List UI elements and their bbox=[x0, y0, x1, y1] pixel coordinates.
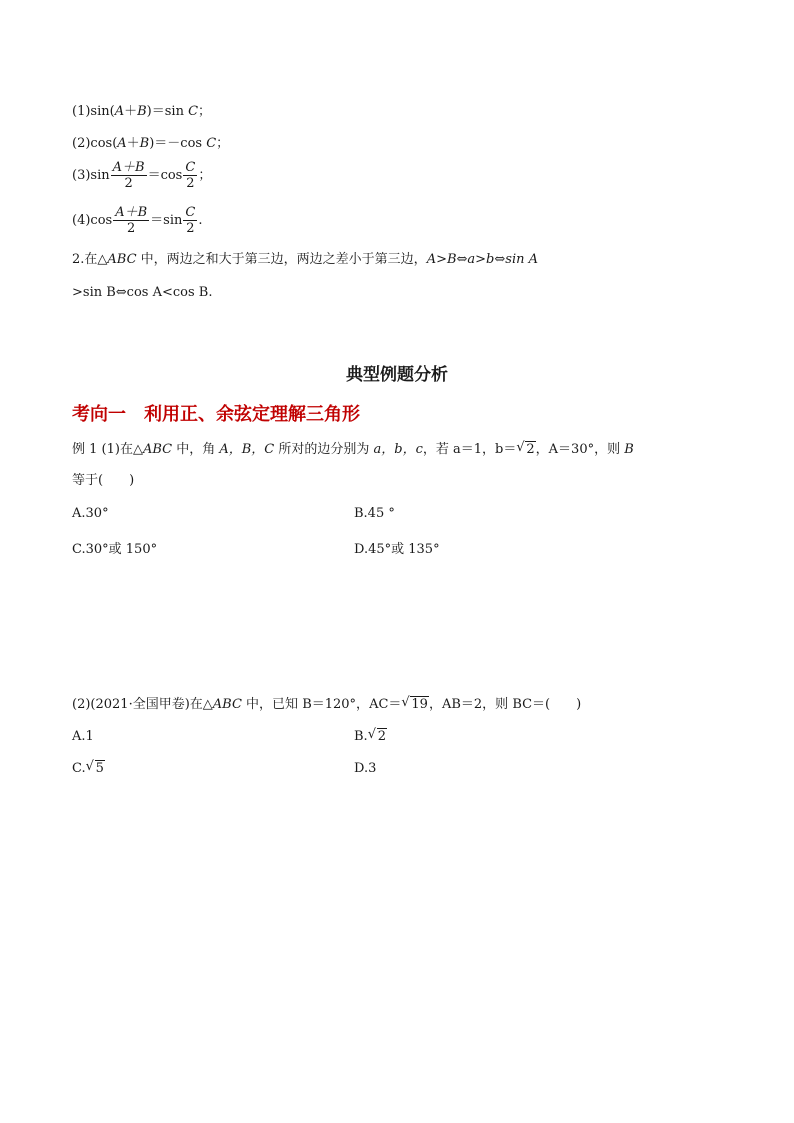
text: >sin B⇔cos A<cos B. bbox=[72, 285, 213, 300]
text: ＋ bbox=[124, 104, 138, 119]
example-1-question-line-1 bbox=[72, 441, 634, 459]
text: ＝cos bbox=[147, 168, 183, 183]
text: ＝sin bbox=[150, 213, 183, 228]
section-title: 典型例题分析 bbox=[346, 365, 448, 385]
option-label: C. bbox=[72, 761, 86, 776]
text: 所对的边分别为 bbox=[274, 442, 374, 457]
var: A bbox=[117, 136, 127, 151]
radicand: 2 bbox=[377, 729, 386, 744]
var: B bbox=[624, 442, 634, 457]
sqrt-19: √ 19 bbox=[401, 695, 428, 712]
example-2-option-d[interactable]: D.3 bbox=[354, 761, 377, 776]
text: (1)sin( bbox=[72, 104, 115, 119]
fraction bbox=[183, 160, 197, 191]
text: (2)cos( bbox=[72, 136, 118, 151]
var: B bbox=[139, 136, 150, 151]
text: (4)cos bbox=[72, 213, 113, 228]
example-1-question-line-2 bbox=[72, 472, 134, 490]
option-label: B. bbox=[354, 729, 368, 744]
fraction bbox=[111, 160, 147, 191]
text: ； bbox=[216, 136, 230, 151]
text: . bbox=[198, 213, 203, 228]
text: 中，角 bbox=[172, 442, 220, 457]
denominator: 2 bbox=[186, 221, 195, 236]
text: ； bbox=[198, 168, 212, 183]
text: ，A＝30°，则 bbox=[535, 442, 625, 457]
text: B＝120°， bbox=[302, 697, 370, 712]
example-1-option-b[interactable]: B.45 ° bbox=[354, 506, 395, 521]
text: 中，已知 bbox=[241, 697, 303, 712]
example-2-option-a[interactable]: A.1 bbox=[72, 729, 94, 744]
var: ABC bbox=[107, 252, 137, 267]
relation: A>B⇔a>b⇔sin A bbox=[426, 252, 538, 267]
example-1-option-d[interactable]: D.45°或 135° bbox=[354, 542, 440, 557]
numerator: C bbox=[185, 205, 196, 220]
text: 等于( ) bbox=[72, 473, 135, 488]
text: b＝ bbox=[495, 442, 517, 457]
text: )＝－cos bbox=[149, 136, 207, 151]
example-1-option-c[interactable]: C.30°或 150° bbox=[72, 542, 158, 557]
note-2-line-2 bbox=[72, 284, 212, 302]
denominator: 2 bbox=[127, 221, 136, 236]
radicand: 19 bbox=[411, 697, 428, 712]
numerator: A＋B bbox=[115, 205, 148, 220]
identity-1 bbox=[72, 103, 211, 121]
var: ABC bbox=[142, 442, 173, 457]
text: 中，两边之和大于第三边，两边之差小于第三边， bbox=[136, 252, 427, 267]
sqrt-2: √ 2 bbox=[367, 727, 386, 744]
subsection-title: 考向一 利用正、余弦定理解三角形 bbox=[72, 404, 360, 425]
sqrt-5: √ 5 bbox=[85, 759, 104, 776]
numerator: A＋B bbox=[112, 160, 145, 175]
var: A，B，C bbox=[219, 442, 275, 457]
fraction bbox=[113, 205, 149, 236]
text: a＝1， bbox=[453, 442, 496, 457]
text: (3)sin bbox=[72, 168, 110, 183]
denominator: 2 bbox=[124, 176, 133, 191]
sqrt-2: √ 2 bbox=[516, 440, 535, 457]
var: C bbox=[206, 136, 217, 151]
text: )＝sin bbox=[146, 104, 189, 119]
text: 例 1 (1)在△ bbox=[72, 442, 143, 457]
var: a，b，c bbox=[373, 442, 423, 457]
example-1-option-a[interactable]: A.30° bbox=[72, 506, 109, 521]
example-2-option-c[interactable] bbox=[72, 761, 105, 776]
text: ； bbox=[198, 104, 212, 119]
text: ＋ bbox=[126, 136, 140, 151]
text: 2.在△ bbox=[72, 252, 108, 267]
fraction bbox=[183, 205, 197, 236]
text: ，若 bbox=[422, 442, 454, 457]
numerator: C bbox=[185, 160, 196, 175]
identity-3 bbox=[72, 160, 211, 191]
text: ，AB＝2，则 bbox=[428, 697, 513, 712]
text: (2)(2021·全国甲卷)在△ bbox=[72, 697, 213, 712]
identity-4 bbox=[72, 205, 202, 236]
denominator: 2 bbox=[186, 176, 195, 191]
radicand: 5 bbox=[95, 761, 104, 776]
var: B bbox=[137, 104, 147, 119]
example-2-question bbox=[72, 696, 581, 714]
identity-2 bbox=[72, 135, 229, 153]
example-2-option-b[interactable] bbox=[354, 729, 387, 744]
var: C bbox=[188, 104, 199, 119]
var: A bbox=[114, 104, 125, 119]
note-2-line-1 bbox=[72, 251, 538, 269]
text: AC＝ bbox=[369, 697, 402, 712]
var: ABC bbox=[212, 697, 242, 712]
text: BC＝( ) bbox=[512, 697, 582, 712]
radicand: 2 bbox=[526, 442, 535, 457]
